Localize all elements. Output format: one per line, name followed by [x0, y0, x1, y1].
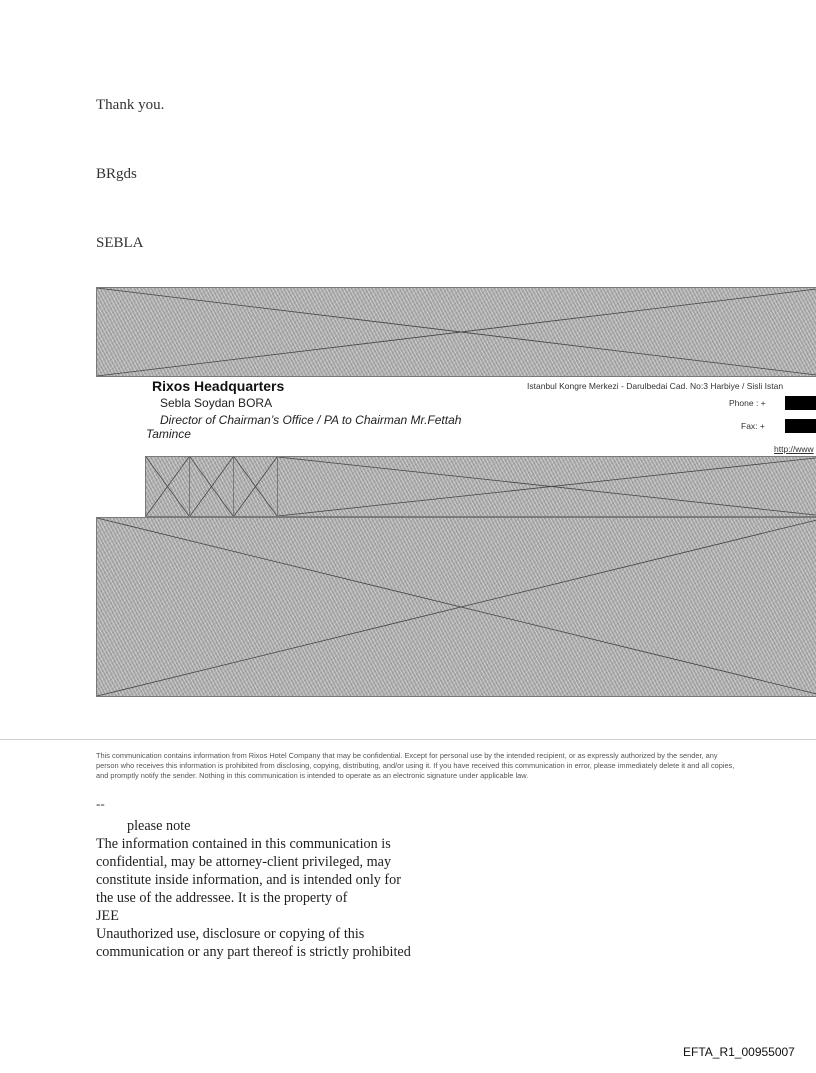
- website-link[interactable]: http://www: [774, 444, 814, 454]
- note-line: the use of the addressee. It is the property of: [96, 890, 348, 906]
- fax-label: Fax: +: [741, 421, 765, 431]
- signature-company: Rixos Headquarters: [152, 378, 285, 394]
- note-line: The information contained in this communication is: [96, 836, 391, 852]
- signature-address: Istanbul Kongre Merkezi - Darulbedai Cad. No:3 Harbiye / Sisli Istan: [527, 381, 784, 391]
- phone-label: Phone : +: [729, 398, 766, 408]
- note-line: JEE: [96, 908, 119, 924]
- legal-disclaimer: This communication contains information from Rixos Hotel Company that may be confidential. Except for personal use by the intended recipient, or as expressly authorized by the sender, any person who receives this information is prohibited from disclosing, copying, distributing, and/or using it. If you have received this communication in error, please immediately delete it and all copies, and promptly notify the sender. Nothing in this communication is intended to operate as an electronic signature under applicable law.: [96, 751, 735, 780]
- note-line: communication or any part thereof is strictly prohibited: [96, 944, 411, 960]
- regards-line: BRgds: [96, 166, 137, 182]
- signature-title-continued: Tamince: [146, 427, 191, 441]
- social-icon-image[interactable]: [189, 456, 234, 517]
- social-icon-image[interactable]: [233, 456, 278, 517]
- signature-name: Sebla Soydan BORA: [160, 396, 273, 410]
- document-id: EFTA_R1_00955007: [683, 1045, 795, 1059]
- separator: --: [96, 796, 105, 811]
- note-line: Unauthorized use, disclosure or copying of this: [96, 926, 365, 942]
- divider: [0, 739, 816, 740]
- fax-redaction: [785, 419, 816, 433]
- signature-title: Director of Chairman’s Office / PA to Chairman Mr.Fettah: [160, 413, 462, 427]
- note-line: confidential, may be attorney-client privileged, may: [96, 854, 392, 870]
- confidentiality-note: [96, 817, 476, 961]
- social-icon-image[interactable]: [145, 456, 190, 517]
- phone-redaction: [785, 396, 816, 410]
- promo-banner-image: [96, 517, 816, 697]
- banner-strip-image: [277, 456, 816, 517]
- thanks-line: Thank you.: [96, 97, 165, 113]
- signature-banner-image: [96, 287, 816, 377]
- note-line: constitute inside information, and is intended only for: [96, 872, 401, 888]
- sender-line: SEBLA: [96, 235, 144, 251]
- note-heading: please note: [127, 818, 191, 834]
